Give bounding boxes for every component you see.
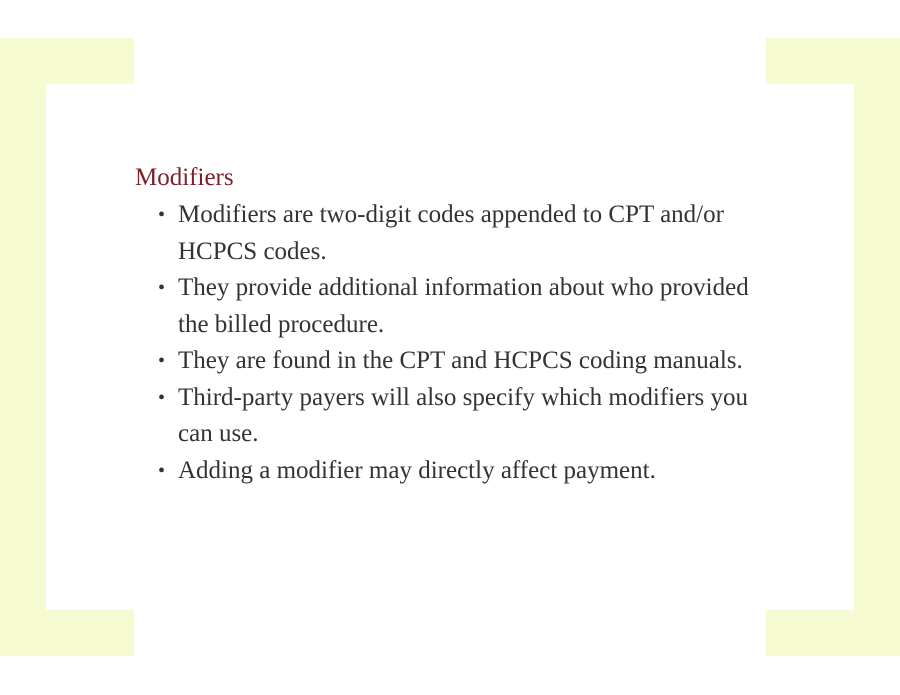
frame-accent-top-left xyxy=(0,38,134,84)
bullet-list xyxy=(158,197,778,489)
frame-accent-left xyxy=(0,38,46,610)
list-item xyxy=(158,270,778,343)
frame-accent-bottom-right xyxy=(766,610,900,656)
list-item xyxy=(158,453,778,490)
bullet-text: Third-party payers will also specify which modifiers you can use. xyxy=(178,383,748,447)
bullet-icon: • xyxy=(158,277,166,299)
frame-accent-top-right xyxy=(766,38,900,84)
list-item xyxy=(158,343,778,380)
bullet-icon: • xyxy=(158,386,166,409)
slide-title: Modifiers xyxy=(135,164,234,191)
list-item xyxy=(158,380,778,453)
bullet-icon: • xyxy=(158,350,166,372)
bullet-text: Adding a modifier may directly affect payment. xyxy=(178,456,656,484)
bullet-text: They are found in the CPT and HCPCS coding manuals. xyxy=(178,347,743,374)
bullet-text: Modifiers are two-digit codes appended to CPT and/or HCPCS codes. xyxy=(178,201,724,265)
bullet-icon: • xyxy=(158,204,166,226)
frame-accent-right xyxy=(854,38,900,656)
frame-accent-bottom-left xyxy=(0,610,134,656)
bullet-icon: • xyxy=(158,459,166,482)
bullet-text: They provide additional information about who provided the billed procedure. xyxy=(178,274,749,338)
list-item xyxy=(158,197,778,270)
